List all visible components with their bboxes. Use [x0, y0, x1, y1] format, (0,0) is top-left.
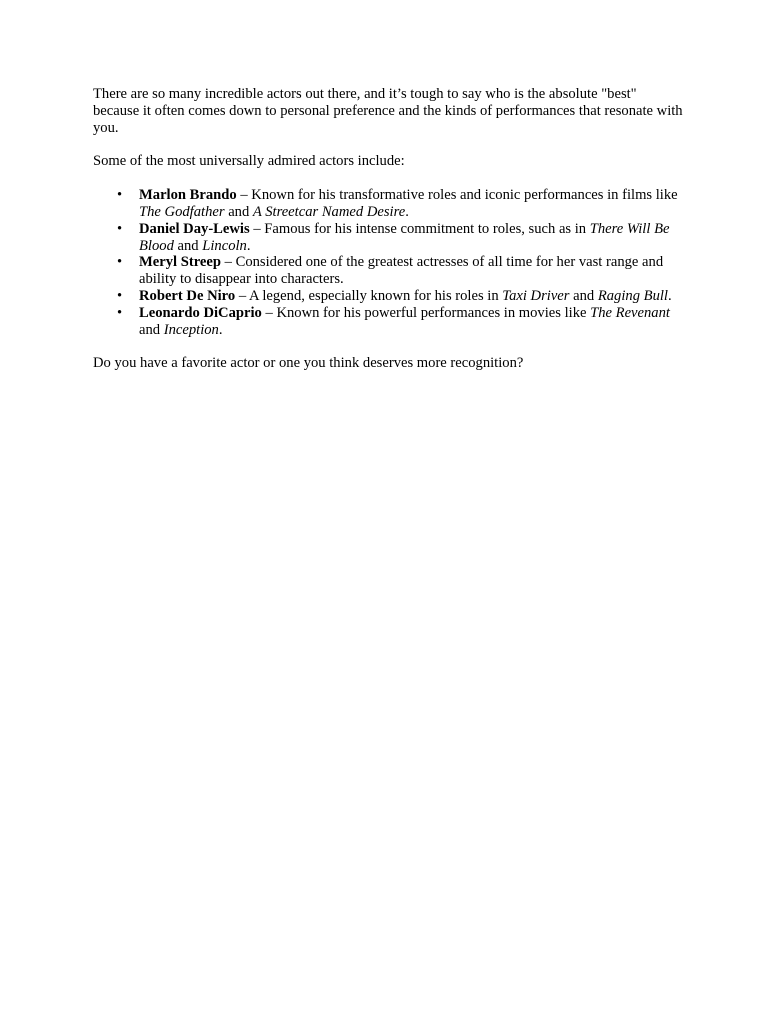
- actor-name: Marlon Brando: [139, 187, 237, 204]
- actor-description: – Known for his transformative roles and iconic performances in films like: [236, 187, 678, 204]
- actor-description: – Considered one of the greatest actresses of all time for her vast range and ability to disappear into characters.: [139, 254, 664, 288]
- film-title: The Revenant: [590, 304, 670, 321]
- actor-description: – A legend, especially known for his roles in: [235, 287, 503, 304]
- list-item: [117, 287, 683, 305]
- film-title: Lincoln: [202, 237, 247, 254]
- film-title: Raging Bull: [597, 287, 668, 304]
- list-item: [117, 254, 683, 288]
- actor-list: [93, 187, 683, 338]
- lead-paragraph: Some of the most universally admired actors include:: [93, 153, 405, 170]
- actor-description: .: [405, 203, 409, 220]
- actor-description: .: [667, 287, 672, 304]
- actor-description: .: [246, 237, 251, 254]
- film-title: A Streetcar Named Desire: [252, 203, 406, 220]
- film-title: The Godfather: [139, 203, 225, 220]
- actor-description: – Famous for his intense commitment to roles, such as in: [249, 220, 590, 237]
- bullet-icon: •: [117, 187, 123, 204]
- film-title: There Will Be Blood: [139, 220, 670, 254]
- list-item: [117, 304, 683, 339]
- list-item: [117, 220, 683, 255]
- actor-name: Robert De Niro: [139, 287, 236, 304]
- actor-description: and: [569, 287, 598, 304]
- bullet-icon: •: [117, 304, 123, 321]
- bullet-icon: •: [117, 254, 123, 271]
- bullet-icon: •: [117, 220, 123, 237]
- film-title: Inception: [163, 321, 219, 338]
- list-item: [117, 187, 683, 221]
- actor-description: and: [139, 321, 164, 338]
- document-body: [93, 86, 683, 372]
- actor-name: Leonardo DiCaprio: [139, 304, 262, 321]
- actor-name: Meryl Streep: [139, 254, 221, 271]
- actor-description: – Known for his powerful performances in movies like: [261, 304, 591, 321]
- film-title: Taxi Driver: [502, 287, 570, 304]
- intro-paragraph: There are so many incredible actors out there, and it’s tough to say who is the absolute "best" because it often comes down to personal preference and the kinds of performances that resonate with you.: [93, 86, 683, 136]
- actor-description: and: [224, 203, 253, 220]
- actor-description: .: [218, 321, 223, 338]
- actor-name: Daniel Day-Lewis: [139, 220, 250, 237]
- bullet-icon: •: [117, 287, 123, 304]
- actor-description: and: [173, 237, 203, 254]
- closing-question: Do you have a favorite actor or one you think deserves more recognition?: [93, 355, 524, 372]
